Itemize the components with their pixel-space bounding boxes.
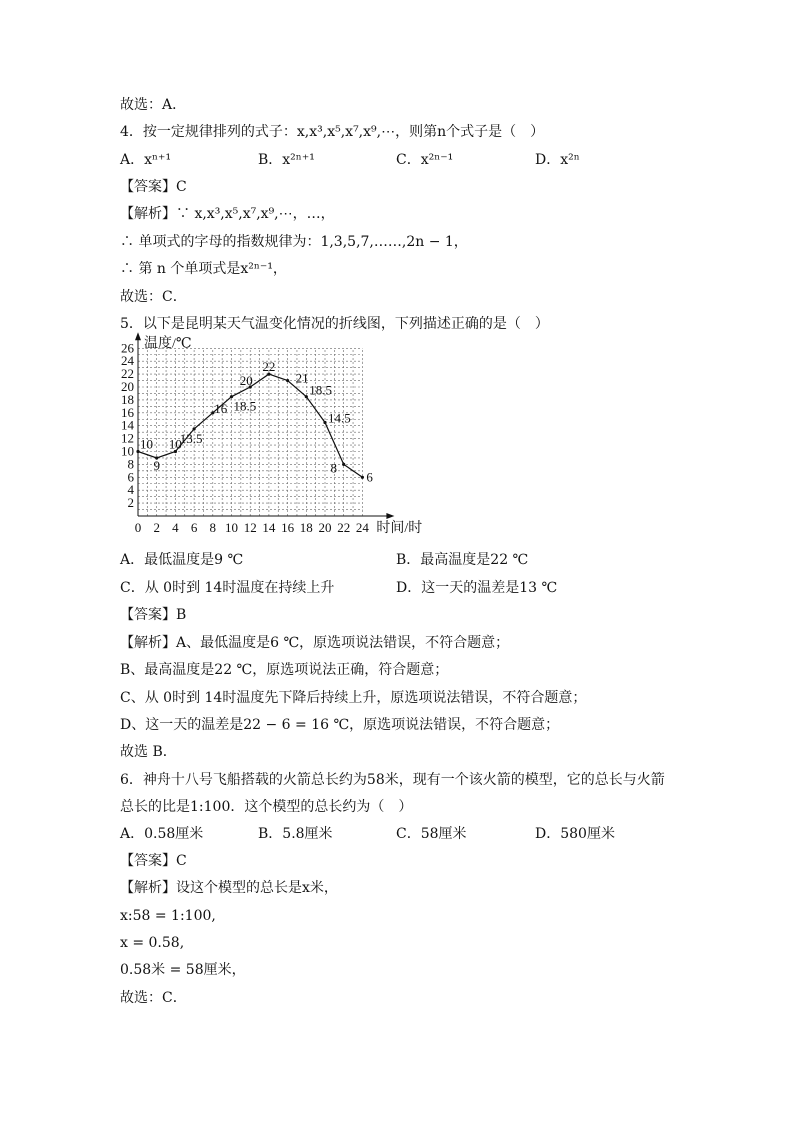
- data-label: 22: [262, 359, 276, 375]
- data-point: [305, 395, 308, 398]
- q4-option-a: A．xⁿ⁺¹: [120, 152, 172, 168]
- x-tick-label: 16: [281, 520, 295, 535]
- x-tick-label: 24: [355, 520, 369, 535]
- q5-analysis-3: C、从 0时到 14时温度先下降后持续上升，原选项说法错误，不符合题意；: [120, 690, 587, 706]
- q6-analysis-4: 0.58米 = 58厘米，: [120, 962, 246, 978]
- data-label: 6: [366, 469, 373, 485]
- y-tick-label: 18: [121, 391, 134, 407]
- q3-choose-line: 故选：A．: [120, 97, 187, 113]
- q6-answer: 【答案】C: [120, 853, 187, 869]
- y-tick-label: 8: [127, 456, 134, 472]
- q6-option-c: C．58厘米: [396, 826, 467, 842]
- data-label: 21: [295, 370, 309, 386]
- q6-analysis-1: 【解析】设这个模型的总长是x米，: [120, 880, 338, 896]
- q6-stem-line-1: 6．神舟十八号飞船搭载的火箭总长约为58米，现有一个该火箭的模型，它的总长与火箭: [120, 772, 665, 788]
- data-point: [286, 379, 289, 382]
- q5-option-c: C．从 0时到 14时温度在持续上升: [120, 580, 335, 596]
- q5-option-d: D．这一天的温差是13 ℃: [396, 580, 558, 596]
- data-label: 10: [168, 436, 182, 452]
- y-axis-label: 温度/℃: [144, 336, 192, 352]
- x-tick-label: 22: [337, 520, 351, 535]
- y-tick-label: 4: [127, 482, 134, 498]
- q4-stem: 4．按一定规律排列的式子：x,x³,x⁵,x⁷,x⁹,⋯，则第n个式子是（ ）: [120, 124, 545, 140]
- temperature-line-chart: [116, 336, 423, 540]
- q6-stem-line-2: 总长的比是1:100．这个模型的总长约为（ ）: [120, 799, 413, 815]
- data-point: [361, 476, 364, 479]
- q5-answer: 【答案】B: [120, 607, 187, 623]
- q4-answer: 【答案】C: [120, 179, 187, 195]
- data-label: 9: [153, 457, 160, 473]
- data-label: 18.5: [233, 398, 257, 414]
- x-axis-arrow: [386, 513, 394, 519]
- y-tick-label: 6: [127, 469, 134, 485]
- q5-analysis-4: D、这一天的温差是22 − 6 = 16 ℃，原选项说法错误，不符合题意；: [120, 717, 560, 733]
- q6-choose: 故选：C．: [120, 990, 187, 1006]
- x-tick-label: 2: [153, 520, 160, 535]
- q6-analysis-2: x:58 = 1:100,: [120, 908, 216, 924]
- y-tick-label: 10: [121, 443, 134, 459]
- x-tick-label: 12: [243, 520, 257, 535]
- q4-analysis-1: 【解析】∵ x,x³,x⁵,x⁷,x⁹,⋯，…，: [120, 206, 335, 222]
- y-tick-label: 14: [121, 417, 134, 433]
- data-label: 20: [239, 373, 253, 388]
- data-label: 10: [140, 436, 153, 452]
- x-tick-label: 10: [225, 520, 238, 535]
- q5-option-a: A．最低温度是9 ℃: [120, 552, 244, 568]
- q4-analysis-3: ∴ 第 n 个单项式是x²ⁿ⁻¹，: [120, 261, 287, 277]
- x-tick-label: 6: [190, 520, 198, 535]
- q4-option-b: B．x²ⁿ⁺¹: [258, 152, 315, 168]
- data-label: 8: [330, 460, 337, 476]
- q6-option-d: D．580厘米: [535, 826, 615, 842]
- y-tick-label: 22: [121, 366, 134, 382]
- y-tick-label: 24: [121, 353, 134, 369]
- q6-analysis-3: x = 0.58,: [120, 935, 185, 951]
- q5-analysis-2: B、最高温度是22 ℃，原选项说法正确，符合题意；: [120, 662, 449, 678]
- q6-option-b: B．5.8厘米: [258, 826, 333, 842]
- q5-stem: 5．以下是昆明某天气温变化情况的折线图，下列描述正确的是（ ）: [120, 316, 549, 332]
- x-tick-label: 20: [318, 520, 332, 535]
- q4-option-d: D．x²ⁿ: [535, 152, 580, 168]
- data-label: 14.5: [328, 410, 351, 426]
- data-label: 18.5: [309, 382, 333, 398]
- q6-option-a: A．0.58厘米: [120, 826, 204, 842]
- q5-option-b: B．最高温度是22 ℃: [396, 552, 529, 568]
- q4-choose: 故选：C．: [120, 289, 187, 305]
- x-tick-label: 14: [262, 520, 276, 535]
- y-tick-label: 16: [121, 404, 134, 420]
- data-point: [323, 421, 326, 424]
- y-tick-label: 2: [127, 495, 134, 511]
- chart-series: [136, 359, 373, 484]
- x-tick-label: 0: [134, 520, 142, 535]
- y-tick-label: 12: [121, 430, 134, 446]
- y-tick-label: 26: [121, 340, 134, 356]
- x-axis-label: 时间/时: [376, 521, 423, 536]
- q4-option-c: C．x²ⁿ⁻¹: [396, 152, 454, 168]
- data-label: 16: [214, 400, 228, 416]
- x-tick-label: 4: [172, 520, 179, 535]
- data-point: [342, 463, 345, 466]
- q5-choose: 故选 B．: [120, 744, 177, 760]
- q5-analysis-1: 【解析】A、最低温度是6 ℃，原选项说法错误，不符合题意；: [120, 635, 510, 651]
- data-label: 13.5: [179, 430, 203, 446]
- y-tick-label: 20: [121, 379, 134, 394]
- x-tick-label: 18: [299, 520, 313, 535]
- q4-analysis-2: ∴ 单项式的字母的指数规律为：1,3,5,7,……,2n − 1，: [120, 234, 468, 250]
- x-tick-label: 8: [209, 520, 217, 535]
